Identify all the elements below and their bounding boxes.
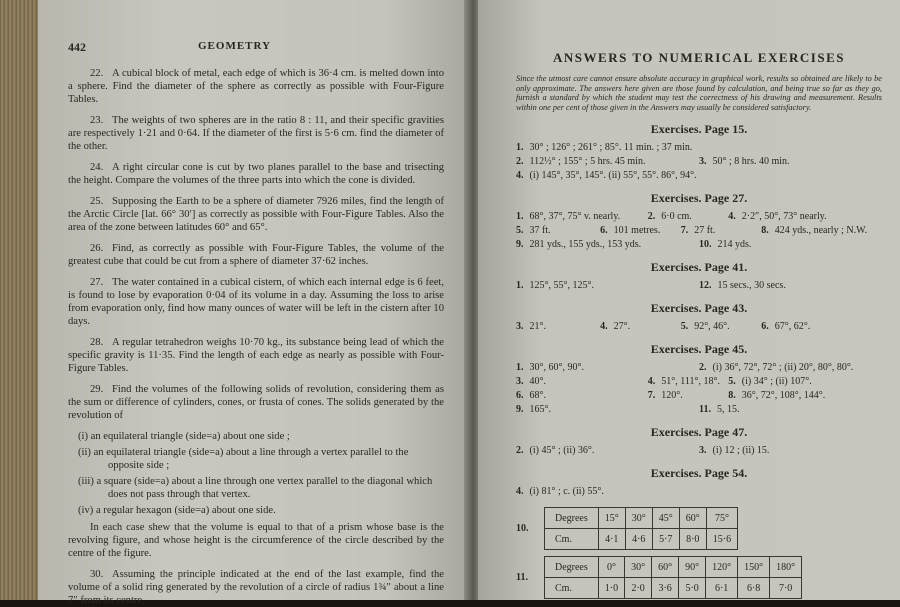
answer-item [699, 279, 882, 293]
exercise [68, 67, 444, 106]
answer-text: 5, 15. [716, 404, 740, 415]
page-edges [0, 0, 40, 600]
exercise-number: 23. [90, 115, 104, 126]
answer-text: (i) 81° ; c. (ii) 55°. [529, 486, 604, 497]
exercise-number: 26. [90, 243, 104, 254]
answer-row [516, 155, 882, 169]
answer-number: 5. [516, 225, 524, 236]
answer-text: 51°, 111°, 18°. [661, 376, 721, 387]
table-cell: 8·0 [679, 529, 706, 550]
answer-row [516, 485, 882, 499]
answer-item [600, 320, 681, 334]
answer-number: 3. [516, 321, 524, 332]
answer-item [516, 224, 600, 238]
exercise-number: 24. [90, 162, 104, 173]
table-cell: 90° [679, 557, 706, 578]
exercise-text: The water contained in a cubical cistern, of which each internal edge is 6 feet, is found to lose by evaporation 0·04 of its volume in a day. Assuming the loss to arise from evaporation only, find how many ounces of water will be left in the cistern after 10 days. [68, 277, 444, 327]
answer-text: 37 ft. [529, 225, 551, 236]
answer-number: 7. [647, 390, 656, 401]
answer-text: 2·2″, 50°, 73° nearly. [741, 211, 827, 222]
answer-section [516, 425, 882, 458]
table-cell: 6·8 [738, 578, 770, 599]
exercise-number: 27. [90, 277, 104, 288]
degrees-cm-table [544, 507, 738, 550]
answer-section [516, 301, 882, 334]
tail-text: In each case shew that the volume is equal to that of a prism whose base is the revolving figure, and whose height is the circumference of the circle described by the centre of the figure. [68, 522, 444, 559]
exercise [68, 242, 444, 268]
answer-number: 5. [728, 376, 736, 387]
answer-item [699, 361, 882, 375]
exercise [68, 114, 444, 153]
answer-text: 101 metres. [613, 225, 661, 236]
answer-text: (i) 12 ; (ii) 15. [712, 445, 770, 456]
degrees-cm-table [544, 556, 802, 599]
answer-item [516, 141, 882, 155]
answer-table-11 [516, 556, 882, 599]
page-number: 442 [68, 40, 86, 54]
answer-number: 7. [680, 225, 689, 236]
answer-item [699, 238, 882, 252]
answer-text: 125°, 55°, 125°. [529, 280, 594, 291]
exercise [68, 383, 444, 422]
answer-section [516, 260, 882, 293]
answer-number: 2. [699, 362, 707, 373]
table-cell: Cm. [545, 529, 599, 550]
answer-item [600, 224, 681, 238]
answer-number: 4. [516, 486, 524, 497]
answer-sections [516, 122, 882, 499]
right-page [478, 0, 900, 600]
table-cell: 75° [706, 508, 737, 529]
answer-text: 120°. [661, 390, 683, 401]
answer-number: 3. [516, 376, 524, 387]
answer-text: (i) 34° ; (ii) 107°. [741, 376, 812, 387]
answer-row [516, 169, 882, 183]
exercise-number: 29. [90, 384, 104, 395]
exercise [68, 276, 444, 328]
answer-text: (i) 36°, 72°, 72° ; (ii) 20°, 80°, 80°. [712, 362, 854, 373]
answer-item [516, 375, 648, 389]
answer-number: 2. [647, 211, 656, 222]
table-cell: 7·0 [770, 578, 802, 599]
answer-item [516, 444, 699, 458]
answer-row [516, 320, 882, 334]
answer-text: 214 yds. [717, 239, 752, 250]
table-cell: 30° [625, 557, 652, 578]
table-cell: 150° [738, 557, 770, 578]
answer-number: 12. [699, 280, 712, 291]
table-cell: 60° [679, 508, 706, 529]
table-cell: 15° [598, 508, 625, 529]
sub-item: (iii) a square (side=a) about a line through one vertex parallel to the diagonal which does not pass through that vertex. [78, 476, 433, 500]
answer-text: 424 yds., nearly ; N.W. [774, 225, 868, 236]
answer-number: 2. [516, 156, 524, 167]
left-page [38, 0, 470, 606]
answer-row [516, 444, 882, 458]
answer-item [728, 210, 882, 224]
answer-text: 36°, 72°, 108°, 144°. [741, 390, 826, 401]
table-cell: Degrees [545, 508, 599, 529]
answer-text: (i) 145°, 35°, 145°. (ii) 55°, 55°. 86°, 94°. [529, 170, 697, 181]
answer-text: 27 ft. [694, 225, 716, 236]
answer-text: 68°. [529, 390, 546, 401]
answer-item [516, 389, 648, 403]
running-head [68, 40, 444, 55]
exercise-text: A right circular cone is cut by two planes parallel to the base and trisecting the height. Compare the volumes of the three parts into which the cone is divided. [68, 162, 444, 186]
answer-number: 4. [647, 376, 656, 387]
answer-text: 27°. [613, 321, 631, 332]
answer-item [516, 238, 699, 252]
answer-item [728, 375, 882, 389]
answer-item [516, 361, 699, 375]
table-cell: Degrees [545, 557, 599, 578]
answer-text: 68°, 37°, 75° v. nearly. [529, 211, 621, 222]
answer-item [699, 155, 882, 169]
answer-number: 5. [680, 321, 689, 332]
answer-section [516, 122, 882, 183]
answer-item [516, 403, 699, 417]
answer-row [516, 224, 882, 238]
answer-item [648, 375, 729, 389]
answers-title: ANSWERS TO NUMERICAL EXERCISES [553, 50, 845, 65]
answer-number: 6. [516, 390, 524, 401]
answer-text: 281 yds., 155 yds., 153 yds. [529, 239, 642, 250]
answer-item [699, 403, 882, 417]
answer-text: 6·0 cm. [661, 211, 692, 222]
table-cell: 30° [625, 508, 652, 529]
answer-item [516, 155, 699, 169]
answer-number: 3. [699, 156, 707, 167]
section-title: Exercises. Page 41. [650, 260, 748, 274]
answer-row [516, 403, 882, 417]
answer-number: 4. [516, 170, 524, 181]
answer-table-10 [516, 507, 882, 550]
table-cell: 180° [770, 557, 802, 578]
answer-item [761, 224, 882, 238]
answer-number: 11. [699, 404, 711, 415]
sub-item: (iv) a regular hexagon (side=a) about one side. [78, 505, 276, 516]
table-row [545, 557, 802, 578]
answer-text: 92°, 46°. [694, 321, 730, 332]
answer-number: 1. [516, 280, 524, 291]
answer-row [516, 375, 882, 389]
section-title: Exercises. Page 15. [650, 122, 748, 136]
sub-item: (i) an equilateral triangle (side=a) about one side ; [78, 431, 290, 442]
answer-number: 6. [600, 225, 608, 236]
answer-number: 8. [761, 225, 769, 236]
answer-row [516, 361, 882, 375]
answer-text: 67°, 62°. [774, 321, 811, 332]
answer-number: 1. [516, 211, 524, 222]
answer-number: 1. [516, 142, 524, 153]
exercise-number: 25. [90, 196, 104, 207]
answer-item [728, 389, 882, 403]
answer-item [681, 320, 762, 334]
exercise-list [68, 67, 444, 422]
exercise-text: Assuming the principle indicated at the end of the last example, find the volume of a solid ring generated by the revolution of a circle of radius 1¾″ about a line 7″ from its centre. [68, 569, 444, 606]
answer-number: 6. [761, 321, 769, 332]
answer-text: 40°. [529, 376, 546, 387]
exercise-text: Find, as correctly as possible with Four-Figure Tables, the volume of the greatest cube that could be cut from a sphere of diameter 37·62 inches. [68, 243, 444, 267]
answer-text: 30° ; 126° ; 261° ; 85°. 11 min. ; 37 min. [529, 142, 693, 153]
answer-text: 50° ; 8 hrs. 40 min. [712, 156, 790, 167]
running-title: GEOMETRY [198, 40, 272, 52]
exercise [68, 568, 444, 607]
table-cell: 60° [652, 557, 679, 578]
answer-section [516, 466, 882, 499]
answer-item [761, 320, 882, 334]
answer-item [648, 210, 729, 224]
section-title: Exercises. Page 45. [650, 342, 748, 356]
answer-number: 9. [516, 404, 524, 415]
answer-item [516, 485, 882, 499]
exercise-number: 30. [90, 569, 104, 580]
table-row [545, 529, 738, 550]
answer-text: 112½° ; 155° ; 5 hrs. 45 min. [529, 156, 646, 167]
answer-row [516, 141, 882, 155]
table-cell: 5·7 [652, 529, 679, 550]
table-cell: 1·0 [598, 578, 624, 599]
answer-number: 4. [728, 211, 736, 222]
table-number: 10. [516, 523, 529, 534]
answer-text: 21°. [529, 321, 546, 332]
answer-text: 165°. [529, 404, 551, 415]
answer-number: 1. [516, 362, 524, 373]
answer-number: 8. [728, 390, 736, 401]
exercise [68, 195, 444, 234]
answer-row [516, 238, 882, 252]
answer-row [516, 389, 882, 403]
answer-item [516, 279, 699, 293]
table-cell: 4·6 [625, 529, 652, 550]
section-title: Exercises. Page 47. [650, 425, 748, 439]
answer-number: 4. [600, 321, 608, 332]
answer-number: 10. [699, 239, 712, 250]
exercise [68, 336, 444, 375]
answer-item [516, 210, 648, 224]
answer-row [516, 210, 882, 224]
table-cell: 6·1 [706, 578, 738, 599]
answer-item [516, 320, 600, 334]
exercise-text: A regular tetrahedron weighs 10·70 kg., its substance being lead of which the specific gravity is 11·35. Find the length of each edge as nearly as possible with Four-Figure Tables. [68, 337, 444, 374]
exercise-text: The weights of two spheres are in the ratio 8 : 11, and their specific gravities are respectively 1·21 and 0·64. If the diameter of the first is 5·6 cm. find the diameter of the other. [68, 115, 444, 152]
section-title: Exercises. Page 43. [650, 301, 748, 315]
answer-item [681, 224, 762, 238]
table-cell: Cm. [545, 578, 599, 599]
sub-item: (ii) an equilateral triangle (side=a) about a line through a vertex parallel to the opposite side ; [78, 447, 409, 471]
table-cell: 45° [652, 508, 679, 529]
table-cell: 5·0 [679, 578, 706, 599]
table-cell: 120° [706, 557, 738, 578]
answer-item [648, 389, 729, 403]
exercise-text: Supposing the Earth to be a sphere of diameter 7926 miles, find the length of the Arctic Circle [lat. 66° 30′] as correctly as possible with Four-Figure Tables. Also the area of the zone between latitudes 60° and 65°. [68, 196, 444, 233]
answer-item [699, 444, 882, 458]
sub-item-list [68, 430, 444, 517]
table-row [545, 508, 738, 529]
answer-section [516, 342, 882, 417]
answer-row [516, 279, 882, 293]
exercise-text: A cubical block of metal, each edge of which is 36·4 cm. is melted down into a sphere. Find the diameter of the sphere as correctly as possible with Four-Figure Tables. [68, 68, 444, 105]
answer-text: (i) 45° ; (ii) 36°. [529, 445, 595, 456]
table-cell: 0° [598, 557, 624, 578]
exercise [68, 161, 444, 187]
answer-number: 2. [516, 445, 524, 456]
section-title: Exercises. Page 54. [650, 466, 748, 480]
exercise-number: 22. [90, 68, 104, 79]
table-cell: 4·1 [598, 529, 625, 550]
answer-text: 15 secs., 30 secs. [717, 280, 786, 291]
answer-section [516, 191, 882, 252]
table-number: 11. [516, 572, 528, 583]
answer-text: 30°, 60°, 90°. [529, 362, 584, 373]
answer-number: 9. [516, 239, 524, 250]
exercise-text: Find the volumes of the following solids of revolution, considering them as the sum or difference of cylinders, cones, or frusta of cones. The solids generated by the revolution of [68, 384, 444, 421]
answer-number: 3. [699, 445, 707, 456]
answer-item [516, 169, 882, 183]
table-cell: 2·0 [625, 578, 652, 599]
answers-intro: Since the utmost care cannot ensure absolute accuracy in graphical work, results so obtained are likely to be only approximate. The answers here given are those found by calculation, and being true so far as they go, furnish a standard by which the student may test the correctness of his drawing and measurement. Results within one per cent of those given in the Answers may usually be considered satisfactory. [516, 74, 882, 112]
table-cell: 3·6 [652, 578, 679, 599]
table-row [545, 578, 802, 599]
table-cell: 15·6 [706, 529, 737, 550]
exercise-number: 28. [90, 337, 104, 348]
section-title: Exercises. Page 27. [650, 191, 748, 205]
